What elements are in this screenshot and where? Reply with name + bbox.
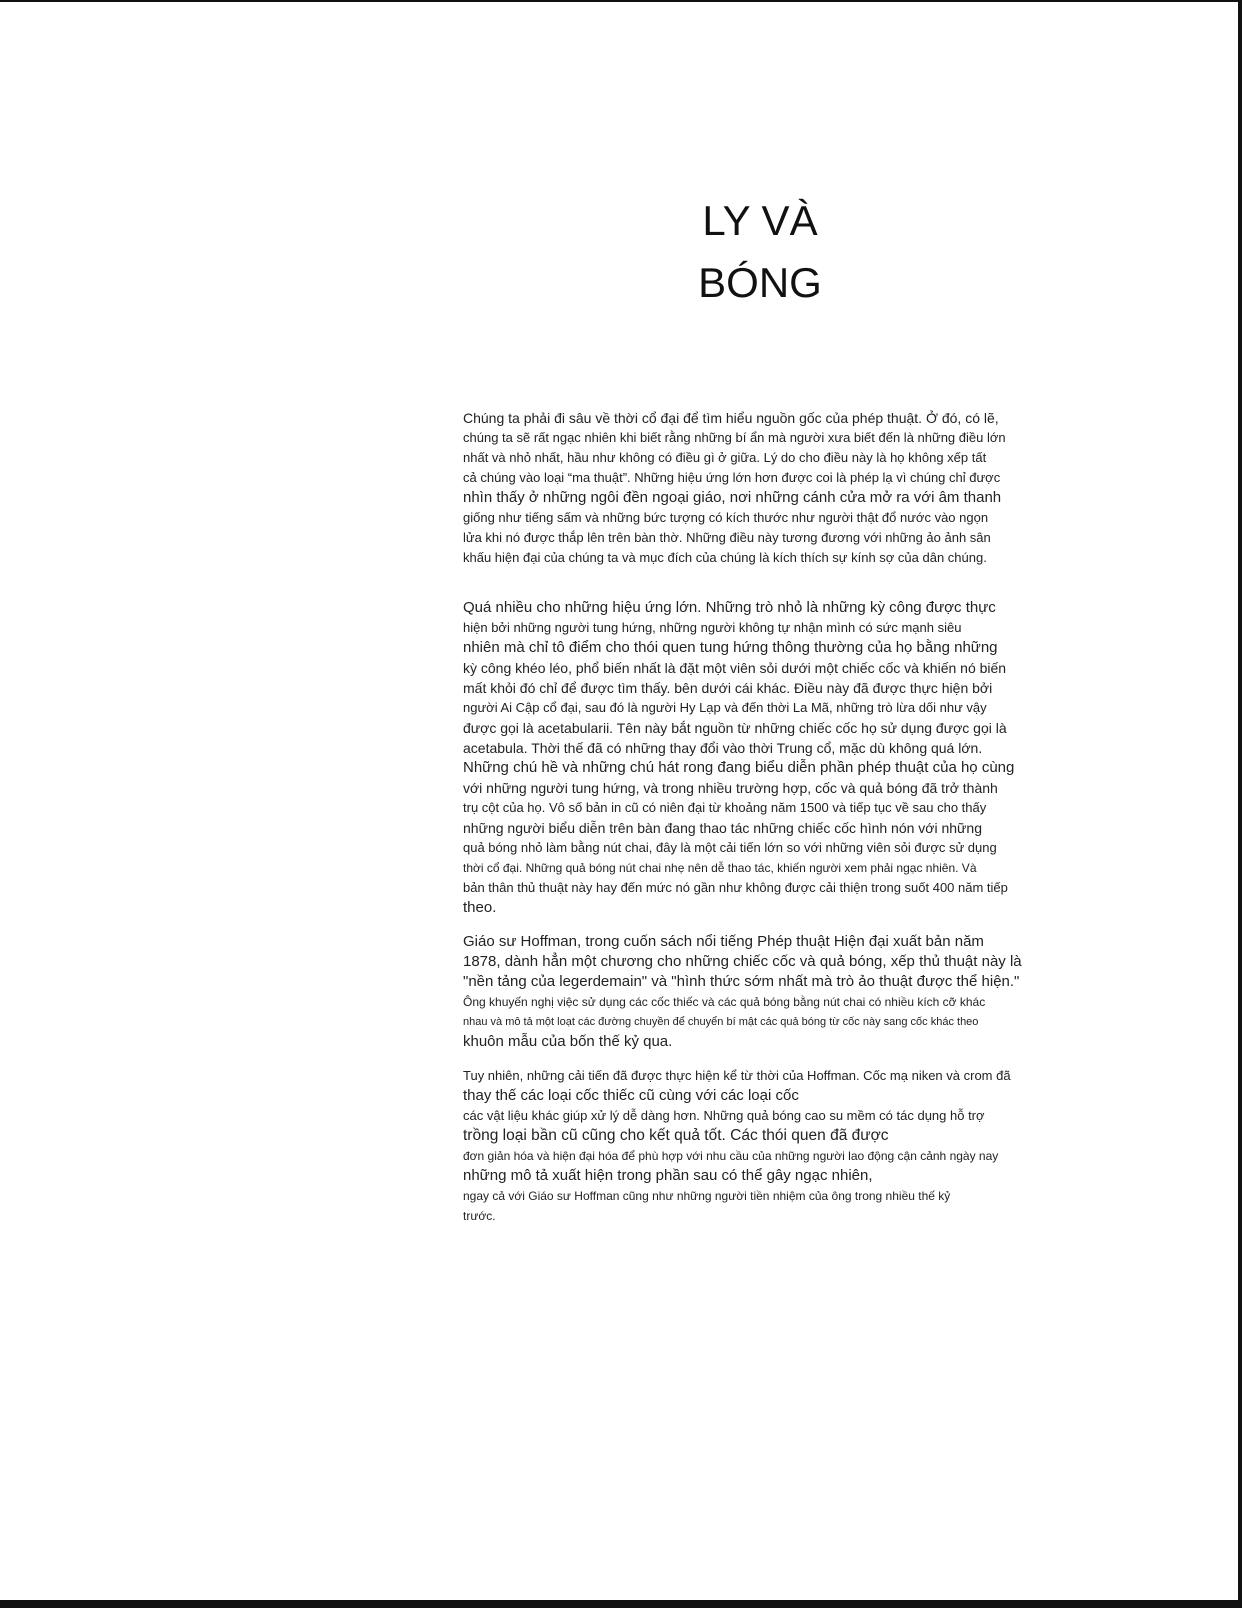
text-line: nhau và mô tả một loạt các đường chuyền để chuyển bí mật các quả bóng từ cốc này sang cốc khác theo [463, 1016, 979, 1028]
paragraph-1 [463, 408, 1063, 568]
text-line: được gọi là acetabularii. Tên này bắt nguồn từ những chiếc cốc họ sử dụng được gọi là [463, 720, 1007, 736]
paragraph-2 [463, 598, 1063, 918]
text-line: trụ cột của họ. Vô số bản in cũ có niên đại từ khoảng năm 1500 và tiếp tục về sau cho thấy [463, 800, 987, 815]
paragraph-gap [463, 1052, 1063, 1066]
text-line: Giáo sư Hoffman, trong cuốn sách nổi tiếng Phép thuật Hiện đại xuất bản năm [463, 933, 984, 950]
text-line: nhìn thấy ở những ngôi đền ngoại giáo, nơi những cánh cửa mở ra với âm thanh [463, 489, 1002, 506]
paragraph-gap [463, 568, 1063, 598]
scan-edge-top [0, 0, 1242, 2]
paragraph-4 [463, 1066, 1063, 1226]
text-line: Quá nhiều cho những hiệu ứng lớn. Những trò nhỏ là những kỳ công được thực [463, 599, 996, 616]
text-line: các vật liệu khác giúp xử lý dễ dàng hơn. Những quả bóng cao su mềm có tác dụng hỗ trợ [463, 1108, 985, 1123]
text-line: kỳ công khéo léo, phổ biến nhất là đặt một viên sỏi dưới một chiếc cốc và khiến nó biến [463, 660, 1007, 676]
text-line: người Ai Cập cổ đại, sau đó là người Hy Lạp và đến thời La Mã, những trò lừa dối như vậy [463, 700, 987, 715]
text-line: bản thân thủ thuật này hay đến mức nó gần như không được cải thiện trong suốt 400 năm tiếp [463, 880, 1008, 895]
text-line: khuôn mẫu của bốn thế kỷ qua. [463, 1033, 673, 1050]
text-line: quả bóng nhỏ làm bằng nút chai, đây là một cải tiến lớn so với những viên sỏi được sử dụng [463, 840, 997, 855]
text-line: Tuy nhiên, những cải tiến đã được thực hiện kể từ thời của Hoffman. Cốc mạ niken và crom đã [463, 1068, 1011, 1083]
text-line: cả chúng vào loại “ma thuật”. Những hiệu ứng lớn hơn được coi là phép lạ vì chúng chỉ được [463, 470, 1001, 485]
text-line: thời cổ đại. Những quả bóng nút chai nhẹ nên dễ thao tác, khiến người xem phải ngạc nhiên. Và [463, 861, 977, 875]
text-line: chúng ta sẽ rất ngạc nhiên khi biết rằng những bí ẩn mà người xưa biết đến là những điều lớn [463, 430, 1006, 445]
text-line: ngay cả với Giáo sư Hoffman cũng như những người tiền nhiệm của ông trong nhiều thế kỷ [463, 1189, 951, 1203]
text-line: nhất và nhỏ nhất, hầu như không có điều gì ở giữa. Lý do cho điều này là họ không xếp tất [463, 450, 987, 465]
text-line: "nền tảng của legerdemain" và "hình thức sớm nhất mà trò ảo thuật được thể hiện." [463, 973, 1020, 990]
text-line: những mô tả xuất hiện trong phần sau có thể gây ngạc nhiên, [463, 1167, 873, 1184]
text-line: acetabula. Thời thế đã có những thay đổi vào thời Trung cổ, mặc dù không quá lớn. [463, 740, 983, 756]
text-line: lửa khi nó được thắp lên trên bàn thờ. Những điều này tương đương với những ảo ảnh sân [463, 530, 991, 545]
text-line: nhiên mà chỉ tô điểm cho thói quen tung hứng thông thường của họ bằng những [463, 639, 998, 656]
text-line: Chúng ta phải đi sâu về thời cổ đại để tìm hiểu nguồn gốc của phép thuật. Ở đó, có lẽ, [463, 410, 999, 426]
text-line: những người biểu diễn trên bàn đang thao tác những chiếc cốc hình nón với những [463, 820, 982, 836]
text-line: Những chú hề và những chú hát rong đang biểu diễn phần phép thuật của họ cùng [463, 759, 1015, 776]
text-line: thay thế các loại cốc thiếc cũ cùng với các loại cốc [463, 1087, 799, 1104]
paragraph-gap [463, 918, 1063, 932]
text-line: theo. [463, 899, 497, 916]
title-line: LY VÀ [702, 197, 818, 244]
text-line: đơn giản hóa và hiện đại hóa để phù hợp với nhu cầu của những người lao động cận cảnh ngày nay [463, 1149, 999, 1163]
page-title [600, 190, 920, 314]
text-line: mất khỏi đó chỉ để được tìm thấy. bên dưới cái khác. Điều này đã được thực hiện bởi [463, 680, 993, 696]
body-text [463, 408, 1063, 1226]
text-line: khấu hiện đại của chúng ta và mục đích của chúng là kích thích sự kính sợ của dân chúng. [463, 550, 987, 565]
text-line: với những người tung hứng, và trong nhiều trường hợp, cốc và quả bóng đã trở thành [463, 780, 998, 796]
title-line: BÓNG [698, 259, 822, 306]
paragraph-3 [463, 932, 1063, 1052]
scan-edge-bottom [0, 1600, 1242, 1608]
text-line: giống như tiếng sấm và những bức tượng có kích thước như người thật đổ nước vào ngọn [463, 510, 989, 525]
text-line: 1878, dành hẳn một chương cho những chiếc cốc và quả bóng, xếp thủ thuật này là [463, 953, 1022, 970]
text-line: Ông khuyến nghị việc sử dụng các cốc thiếc và các quả bóng bằng nút chai có nhiều kích cỡ khác [463, 995, 986, 1009]
text-line: trước. [463, 1209, 496, 1223]
scan-edge-right [1238, 0, 1242, 1608]
text-line: trồng loại bần cũ cũng cho kết quả tốt. Các thói quen đã được [463, 1127, 889, 1144]
text-line: hiện bởi những người tung hứng, những người không tự nhận mình có sức mạnh siêu [463, 620, 962, 635]
